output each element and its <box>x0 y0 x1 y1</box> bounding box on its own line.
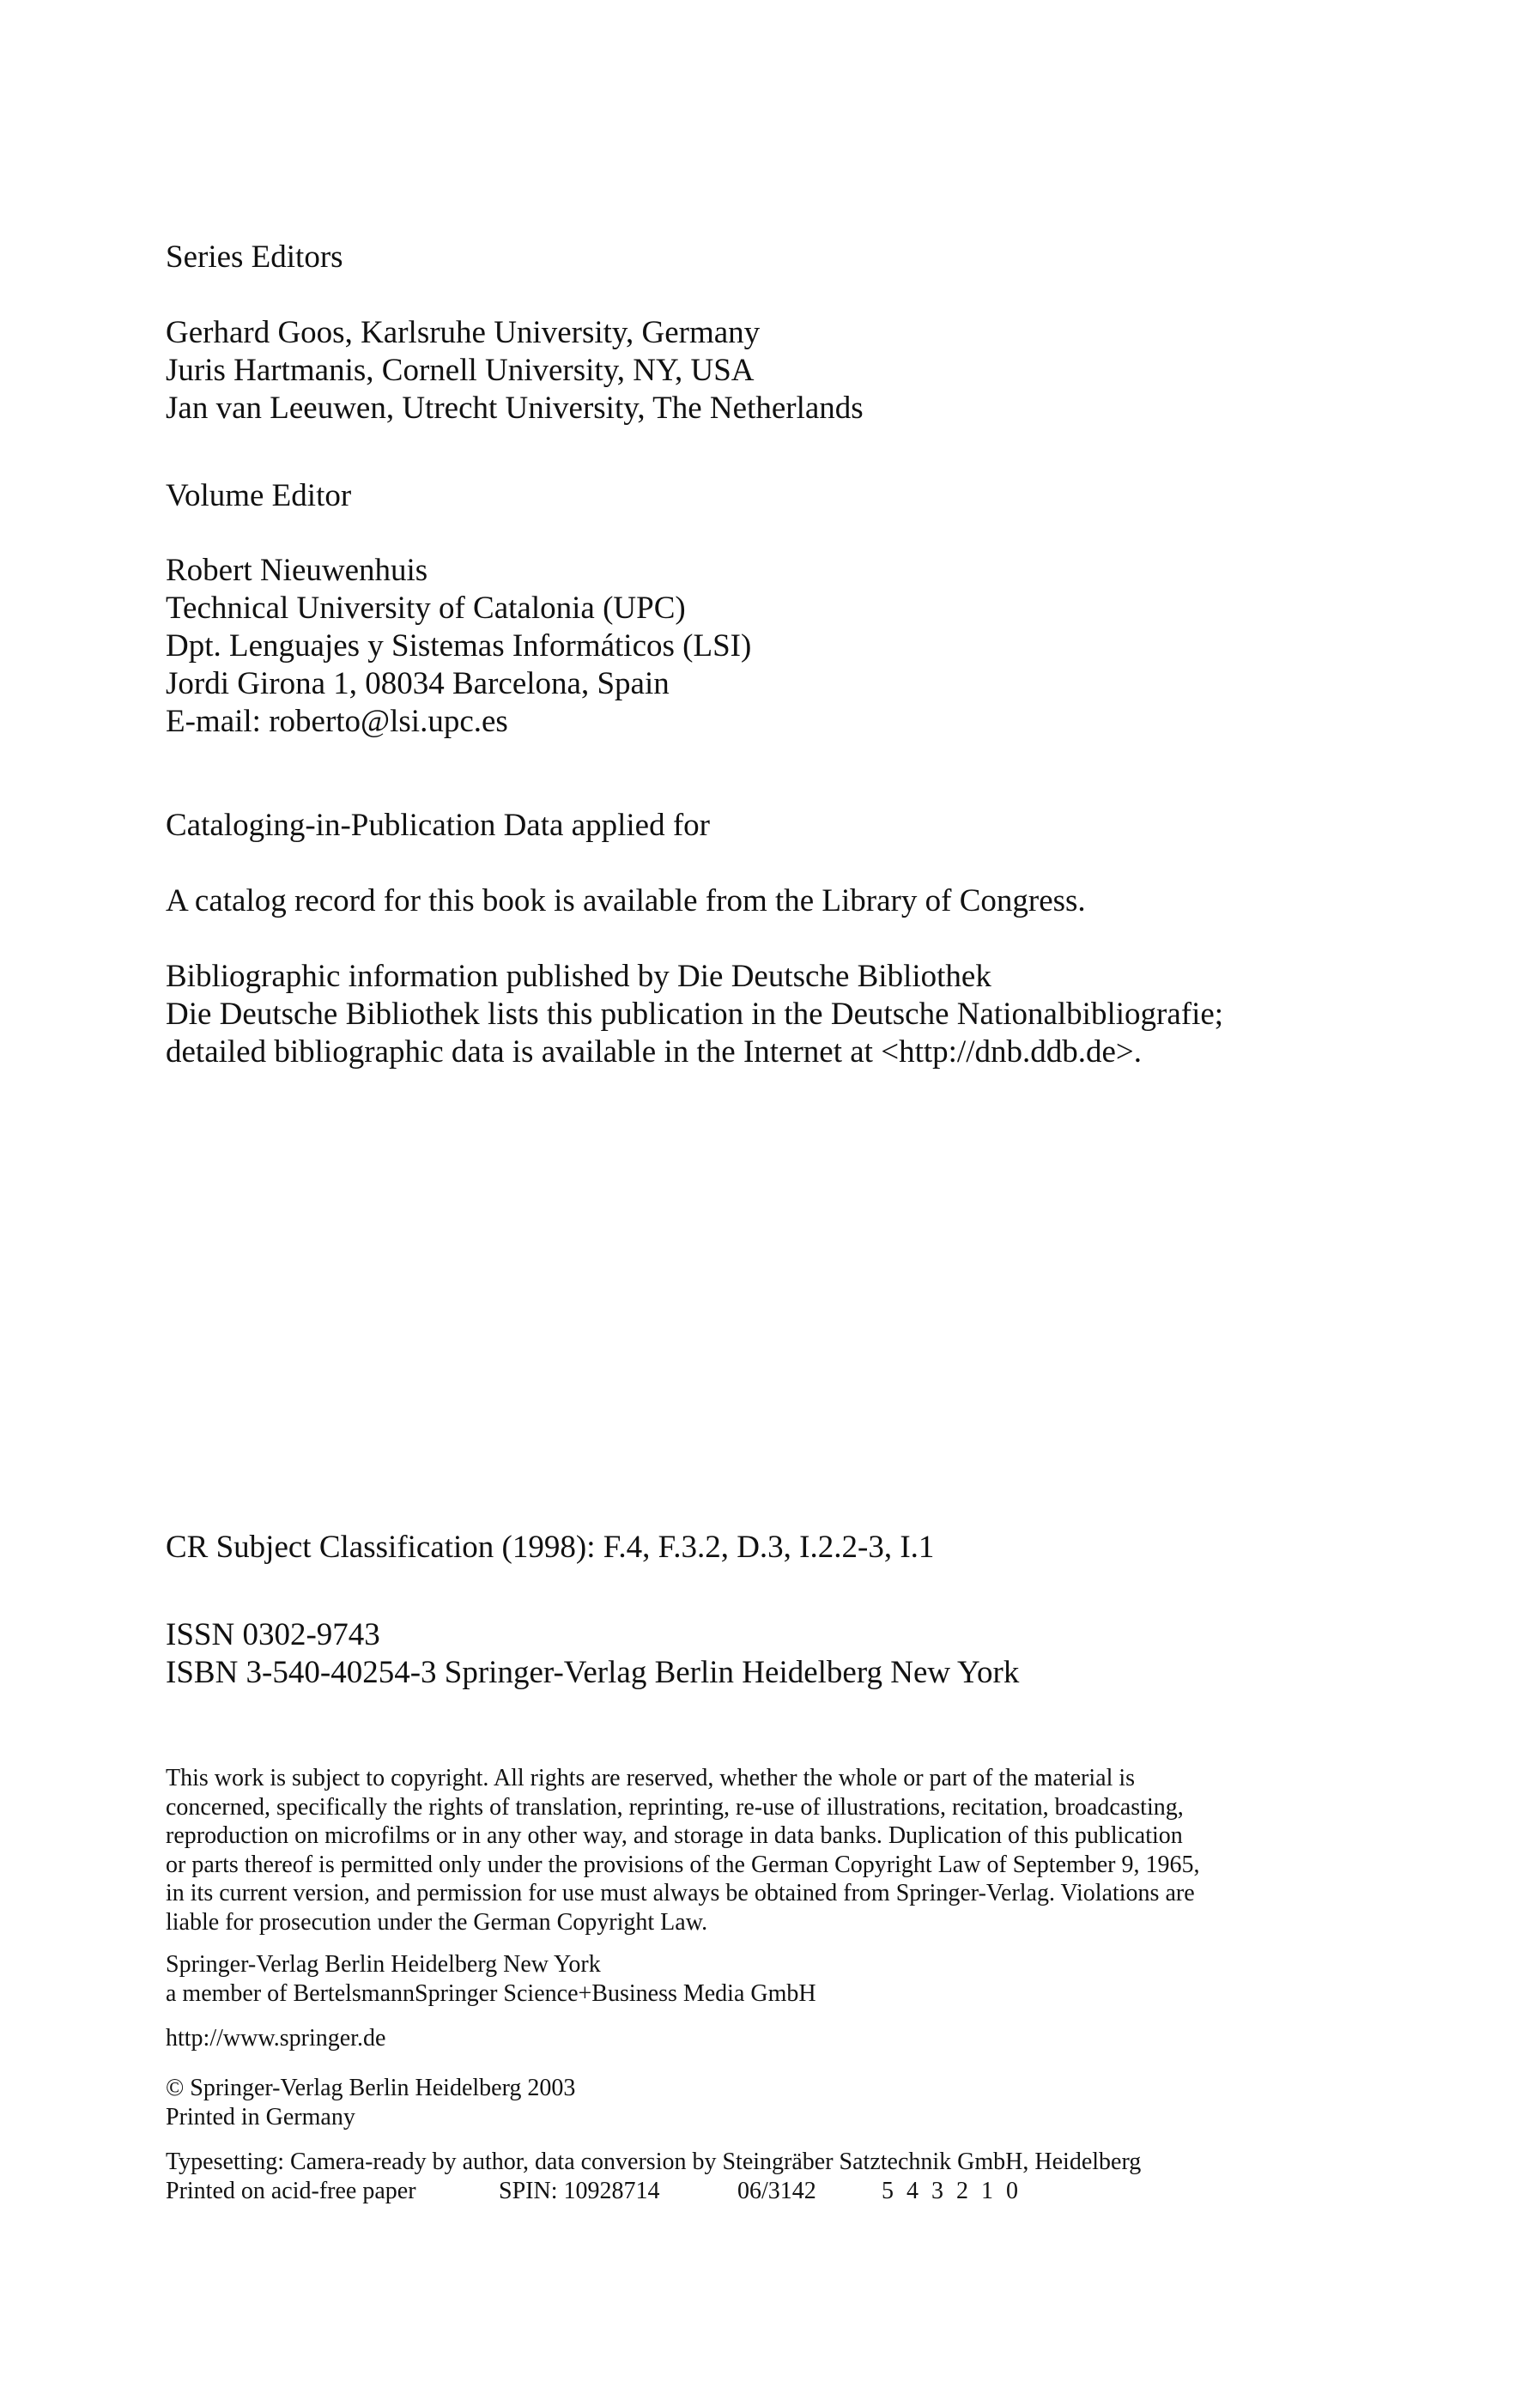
production-info <box>166 2148 1385 2205</box>
publisher-membership: a member of BertelsmannSpringer Science+Business Media GmbH <box>166 1979 816 2007</box>
publisher: Springer-Verlag Berlin Heidelberg New York <box>166 1951 601 1978</box>
editor-line: Jan van Leeuwen, Utrecht University, The Netherlands <box>166 391 864 426</box>
issn-isbn <box>166 1616 1385 1692</box>
series-editors-heading: Series Editors <box>166 239 343 275</box>
spin-number: SPIN: 10928714 <box>499 2177 660 2204</box>
editor-department: Dpt. Lenguajes y Sistemas Informáticos (LSI) <box>166 628 752 664</box>
editor-name: Robert Nieuwenhuis <box>166 553 428 588</box>
issn: ISSN 0302-9743 <box>166 1617 380 1652</box>
notice-line: concerned, specifically the rights of translation, reprinting, re-use of illustrations, recitation, broadcasting, <box>166 1793 1184 1821</box>
copyright-line: © Springer-Verlag Berlin Heidelberg 2003 <box>166 2075 576 2101</box>
editor-street-address: Jordi Girona 1, 08034 Barcelona, Spain <box>166 666 670 701</box>
print-details <box>166 2177 1385 2206</box>
bib-line: Die Deutsche Bibliothek lists this publication in the Deutsche Nationalbibliografie; <box>166 997 1224 1032</box>
notice-line: liable for prosecution under the German Copyright Law. <box>166 1908 708 1936</box>
print-code: 06/3142 <box>737 2177 816 2204</box>
notice-line: This work is subject to copyright. All rights are reserved, whether the whole or part of the material is <box>166 1765 1136 1791</box>
copyright-statement <box>166 2074 1385 2131</box>
volume-editor-address <box>166 552 1385 741</box>
notice-line: reproduction on microfilms or in any other way, and storage in data banks. Duplication of this publication <box>166 1822 1183 1849</box>
editor-line: Juris Hartmanis, Cornell University, NY, USA <box>166 353 755 388</box>
print-run: 5 4 3 2 1 0 <box>882 2177 1022 2204</box>
cr-subject-classification: CR Subject Classification (1998): F.4, F.3.2, D.3, I.2.2-3, I.1 <box>166 1530 935 1565</box>
isbn: ISBN 3-540-40254-3 Springer-Verlag Berlin Heidelberg New York <box>166 1655 1020 1690</box>
cip-heading: Cataloging-in-Publication Data applied for <box>166 808 710 843</box>
bib-line: Bibliographic information published by Die Deutsche Bibliothek <box>166 959 991 994</box>
editor-line: Gerhard Goos, Karlsruhe University, Germany <box>166 315 761 350</box>
copyright-notice <box>166 1764 1299 1937</box>
editor-affiliation: Technical University of Catalonia (UPC) <box>166 591 686 626</box>
paper-info: Printed on acid-free paper <box>166 2177 416 2204</box>
bibliographic-information <box>166 958 1385 1071</box>
notice-line: in its current version, and permission for use must always be obtained from Springer-Verlag. Violations are <box>166 1880 1195 1906</box>
series-editors-list <box>166 314 1385 427</box>
notice-line: or parts thereof is permitted only under the provisions of the German Copyright Law of September 9, 1965, <box>166 1851 1200 1878</box>
typesetting: Typesetting: Camera-ready by author, data conversion by Steingräber Satztechnik GmbH, Heidelberg <box>166 2149 1142 2175</box>
editor-email: E-mail: roberto@lsi.upc.es <box>166 704 508 739</box>
publisher-url: http://www.springer.de <box>166 2025 386 2052</box>
printed-in: Printed in Germany <box>166 2103 355 2130</box>
publisher-info <box>166 1950 1385 2008</box>
loc-catalog-record: A catalog record for this book is available from the Library of Congress. <box>166 883 1086 918</box>
bib-line: detailed bibliographic data is available in the Internet at <http://dnb.ddb.de>. <box>166 1034 1143 1070</box>
volume-editor-heading: Volume Editor <box>166 478 352 513</box>
